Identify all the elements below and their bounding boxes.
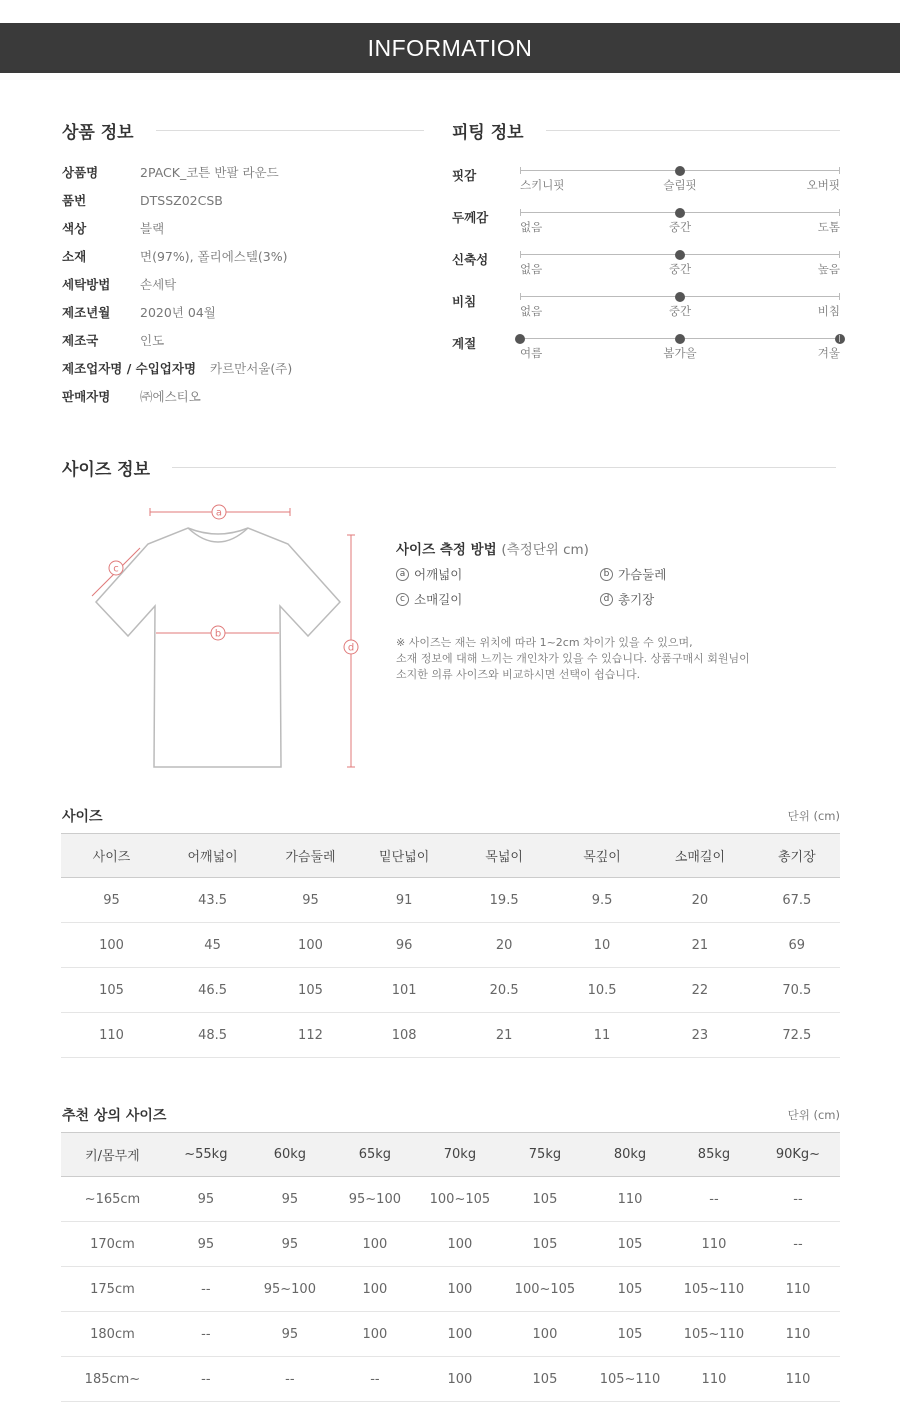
recommend-table-cell: 110 [756, 1357, 840, 1402]
legend-label: 총기장 [618, 592, 655, 607]
size-table-header-cell: 목깊이 [558, 834, 646, 878]
size-table-title: 사이즈 [62, 809, 103, 825]
size-table-cell: 9.5 [558, 878, 646, 923]
recommend-table-cell: -- [248, 1357, 332, 1402]
product-info-row [62, 302, 216, 322]
size-table-header-cell: 밑단넓이 [358, 834, 451, 878]
fit-scale-option: 스키니핏 [520, 178, 565, 192]
product-info-row [62, 386, 201, 406]
info-key: 색상 [62, 221, 87, 236]
legend-length [600, 590, 654, 608]
size-table-cell: 10 [558, 923, 646, 968]
size-table-cell: 95 [263, 878, 358, 923]
recommend-table-row [61, 1267, 840, 1312]
recommend-table-cell: 100 [332, 1222, 418, 1267]
fit-scale-row [452, 166, 840, 198]
product-info-title: 상품 정보 [62, 123, 134, 143]
product-info-row [62, 162, 279, 182]
recommend-table-cell: -- [756, 1177, 840, 1222]
recommend-table-cell: 105 [588, 1267, 672, 1312]
info-value: 카르만서울(주) [210, 361, 293, 376]
fit-scale-option: 중간 [668, 262, 692, 276]
fit-scale-option: 봄가을 [663, 346, 697, 360]
recommend-table-header-cell: 65kg [332, 1133, 418, 1177]
measure-method-title [396, 538, 589, 558]
legend-sleeve [396, 590, 462, 608]
fit-scale-dot [835, 334, 845, 344]
info-key: 제조년월 [62, 305, 111, 320]
legend-mark-a: a [396, 568, 409, 581]
fit-scale-dot [675, 250, 685, 260]
fit-scale-option: 중간 [668, 304, 692, 318]
recommend-table-header-cell: 80kg [588, 1133, 672, 1177]
recommend-table-cell: 110 [672, 1357, 756, 1402]
fit-scale-row [452, 250, 840, 282]
recommend-table-cell: 100 [418, 1267, 502, 1312]
fit-scale-dot [675, 208, 685, 218]
recommend-table-cell: 100 [418, 1357, 502, 1402]
size-table-cell: 91 [358, 878, 451, 923]
info-key: 판매자명 [62, 389, 111, 404]
recommend-table-cell: 95 [164, 1177, 248, 1222]
info-key: 품번 [62, 193, 87, 208]
recommend-table-cell: -- [756, 1222, 840, 1267]
size-table-cell: 21 [450, 1013, 557, 1058]
size-table-cell: 19.5 [450, 878, 557, 923]
fit-scale-row [452, 334, 840, 366]
size-table-cell: 67.5 [754, 878, 840, 923]
fit-scale-track [520, 212, 840, 213]
recommend-table-cell: 105 [588, 1312, 672, 1357]
marker-a-label: a [215, 507, 223, 519]
fit-scale-option: 없음 [520, 220, 543, 234]
recommend-table-cell: 180cm [61, 1312, 164, 1357]
recommend-table-cell: 105 [588, 1222, 672, 1267]
size-table-cell: 105 [61, 968, 162, 1013]
info-value: DTSSZ02CSB [140, 192, 223, 208]
size-table-row [61, 878, 840, 923]
size-table-cell: 20 [646, 878, 753, 923]
info-value: 2020년 04월 [140, 305, 216, 320]
recommend-table-cell: 105 [502, 1222, 588, 1267]
divider [156, 130, 424, 131]
info-key: 상품명 [62, 165, 99, 180]
marker-c-label: c [113, 563, 119, 575]
divider [546, 130, 840, 131]
fit-scale-dot [515, 334, 525, 344]
fit-scale-track [520, 254, 840, 255]
size-table-cell: 45 [162, 923, 263, 968]
fit-scale-row [452, 208, 840, 240]
size-table-cell: 112 [263, 1013, 358, 1058]
size-table-header-row [61, 834, 840, 878]
recommend-table-cell: -- [672, 1177, 756, 1222]
fit-scale-dot [675, 166, 685, 176]
fit-scale-track [520, 338, 840, 339]
recommend-table-cell: 100 [418, 1222, 502, 1267]
recommend-table-cell: 95~100 [332, 1177, 418, 1222]
product-info-row [62, 330, 164, 350]
size-table-cell: 20 [450, 923, 557, 968]
size-table-header-cell: 어깨넓이 [162, 834, 263, 878]
fit-scale-row [452, 292, 840, 324]
size-info-title: 사이즈 정보 [62, 460, 151, 480]
size-info-section-title [62, 455, 836, 480]
recommend-table-header-cell: 60kg [248, 1133, 332, 1177]
recommend-table-cell: 100~105 [502, 1267, 588, 1312]
fit-scale-option: 슬림핏 [663, 178, 697, 192]
recommend-table-cell: 95 [248, 1222, 332, 1267]
size-table-cell: 43.5 [162, 878, 263, 923]
info-value: 면(97%), 폴리에스텔(3%) [140, 249, 288, 264]
fit-scale-label: 핏감 [452, 168, 477, 183]
fit-scale-option: 비침 [817, 304, 840, 318]
recommend-table-cell: 185cm~ [61, 1357, 164, 1402]
divider [172, 467, 836, 468]
fit-scale-dot [675, 334, 685, 344]
recommend-table-cell: -- [164, 1312, 248, 1357]
fit-scale-option: 오버핏 [806, 178, 840, 192]
legend-shoulder [396, 565, 462, 583]
info-key: 소재 [62, 249, 87, 264]
recommend-table-row [61, 1357, 840, 1402]
recommend-table-cell: ~165cm [61, 1177, 164, 1222]
fit-scale-option: 높음 [817, 262, 840, 276]
product-info-row [62, 358, 292, 378]
note-line: 소재 정보에 대해 느끼는 개인차가 있을 수 있습니다. 상품구매시 회원님이 [396, 652, 750, 665]
recommend-table-header-cell: ~55kg [164, 1133, 248, 1177]
size-table-header-cell: 소매길이 [646, 834, 753, 878]
product-info-row [62, 218, 164, 238]
fit-scale-option: 없음 [520, 304, 543, 318]
tshirt-size-diagram [80, 500, 370, 775]
recommend-table-cell: 105~110 [672, 1267, 756, 1312]
size-table-cell: 108 [358, 1013, 451, 1058]
recommend-table-cell: 110 [588, 1177, 672, 1222]
recommend-table-cell: 100 [332, 1267, 418, 1312]
fit-scale-track [520, 170, 840, 171]
size-table-header-cell: 사이즈 [61, 834, 162, 878]
product-info-row [62, 246, 288, 266]
size-table-cell: 21 [646, 923, 753, 968]
size-table-cell: 22 [646, 968, 753, 1013]
fitting-info-section-title [452, 118, 840, 143]
fit-scale-option: 없음 [520, 262, 543, 276]
size-table-cell: 70.5 [754, 968, 840, 1013]
size-table-cell: 100 [263, 923, 358, 968]
recommend-table-cell: 110 [672, 1222, 756, 1267]
recommend-table-row [61, 1222, 840, 1267]
recommend-table-header-row [61, 1133, 840, 1177]
fit-scale-option: 도톰 [817, 220, 840, 234]
fit-scale-label: 비침 [452, 294, 477, 309]
recommend-table-header-cell: 85kg [672, 1133, 756, 1177]
recommend-table-header-cell: 75kg [502, 1133, 588, 1177]
recommend-table-row [61, 1312, 840, 1357]
product-info-row [62, 190, 223, 210]
info-value: 블랙 [140, 221, 165, 236]
recommend-table-cell: 170cm [61, 1222, 164, 1267]
recommend-table-cell: 105~110 [672, 1312, 756, 1357]
legend-mark-d: d [600, 593, 613, 606]
legend-label: 소매길이 [414, 592, 463, 607]
size-table-unit: 단위 (cm) [787, 809, 840, 823]
measure-unit: (측정단위 cm) [501, 542, 589, 558]
size-table-row [61, 968, 840, 1013]
info-value: 손세탁 [140, 277, 177, 292]
info-value: ㈜에스티오 [140, 389, 201, 404]
information-banner: INFORMATION [0, 23, 900, 73]
size-table-header-cell: 가슴둘레 [263, 834, 358, 878]
size-table-cell: 10.5 [558, 968, 646, 1013]
size-table-cell: 11 [558, 1013, 646, 1058]
measure-method-label: 사이즈 측정 방법 [396, 542, 497, 558]
fit-scale-dot [675, 292, 685, 302]
size-table-header-cell: 총기장 [754, 834, 840, 878]
recommend-table [61, 1132, 840, 1402]
recommend-table-cell: -- [164, 1267, 248, 1312]
fit-scale-option: 중간 [668, 220, 692, 234]
recommend-table-row [61, 1177, 840, 1222]
recommend-table-cell: 95 [248, 1177, 332, 1222]
info-key: 제조업자명 / 수입업자명 [62, 361, 197, 376]
size-table-cell: 96 [358, 923, 451, 968]
recommend-table-cell: 95 [248, 1312, 332, 1357]
recommend-table-cell: 95~100 [248, 1267, 332, 1312]
recommend-table-cell: 100 [332, 1312, 418, 1357]
size-table-cell: 100 [61, 923, 162, 968]
recommend-table-header-cell: 키/몸무게 [61, 1133, 164, 1177]
size-note [396, 635, 750, 683]
recommend-table-header-cell: 70kg [418, 1133, 502, 1177]
size-table-cell: 110 [61, 1013, 162, 1058]
info-key: 제조국 [62, 333, 99, 348]
info-value: 인도 [140, 333, 165, 348]
recommend-table-title: 추천 상의 사이즈 [62, 1108, 167, 1124]
legend-chest [600, 565, 666, 583]
fit-scale-label: 신축성 [452, 252, 489, 267]
marker-b-label: b [214, 628, 222, 640]
recommend-table-cell: 100~105 [418, 1177, 502, 1222]
legend-label: 가슴둘레 [618, 567, 667, 582]
tshirt-outline [96, 528, 340, 767]
recommend-table-cell: 95 [164, 1222, 248, 1267]
size-table-row [61, 923, 840, 968]
product-info-section-title [62, 118, 424, 143]
recommend-table-cell: 105~110 [588, 1357, 672, 1402]
recommend-table-cell: 110 [756, 1312, 840, 1357]
size-table-cell: 69 [754, 923, 840, 968]
fit-scale-option: 여름 [520, 346, 543, 360]
fit-scale-label: 두께감 [452, 210, 489, 225]
size-table [61, 833, 840, 1058]
size-table-cell: 105 [263, 968, 358, 1013]
fit-scale-option: 겨울 [817, 346, 840, 360]
recommend-table-cell: -- [332, 1357, 418, 1402]
recommend-table-header-cell: 90Kg~ [756, 1133, 840, 1177]
size-table-cell: 101 [358, 968, 451, 1013]
note-line: ※ 사이즈는 재는 위치에 따라 1~2cm 차이가 있을 수 있으며, [396, 636, 693, 649]
product-info-row [62, 274, 176, 294]
size-table-cell: 48.5 [162, 1013, 263, 1058]
legend-mark-c: c [396, 593, 409, 606]
size-table-row [61, 1013, 840, 1058]
fit-scale-track [520, 296, 840, 297]
recommend-table-unit: 단위 (cm) [787, 1108, 840, 1122]
recommend-table-cell: 100 [418, 1312, 502, 1357]
size-table-cell: 95 [61, 878, 162, 923]
info-value: 2PACK_코튼 반팔 라운드 [140, 165, 279, 180]
note-line: 소지한 의류 사이즈와 비교하시면 선택이 쉽습니다. [396, 668, 641, 681]
size-table-cell: 72.5 [754, 1013, 840, 1058]
legend-label: 어깨넓이 [414, 567, 463, 582]
size-table-header-cell: 목넓이 [450, 834, 557, 878]
recommend-table-cell: -- [164, 1357, 248, 1402]
fitting-info-title: 피팅 정보 [452, 123, 524, 143]
fit-scale-label: 계절 [452, 336, 477, 351]
recommend-table-cell: 105 [502, 1177, 588, 1222]
legend-mark-b: b [600, 568, 613, 581]
marker-d-label: d [347, 642, 355, 654]
recommend-table-cell: 175cm [61, 1267, 164, 1312]
size-table-cell: 23 [646, 1013, 753, 1058]
info-key: 세탁방법 [62, 277, 111, 292]
size-table-cell: 20.5 [450, 968, 557, 1013]
recommend-table-cell: 110 [756, 1267, 840, 1312]
recommend-table-cell: 100 [502, 1312, 588, 1357]
size-table-cell: 46.5 [162, 968, 263, 1013]
recommend-table-cell: 105 [502, 1357, 588, 1402]
